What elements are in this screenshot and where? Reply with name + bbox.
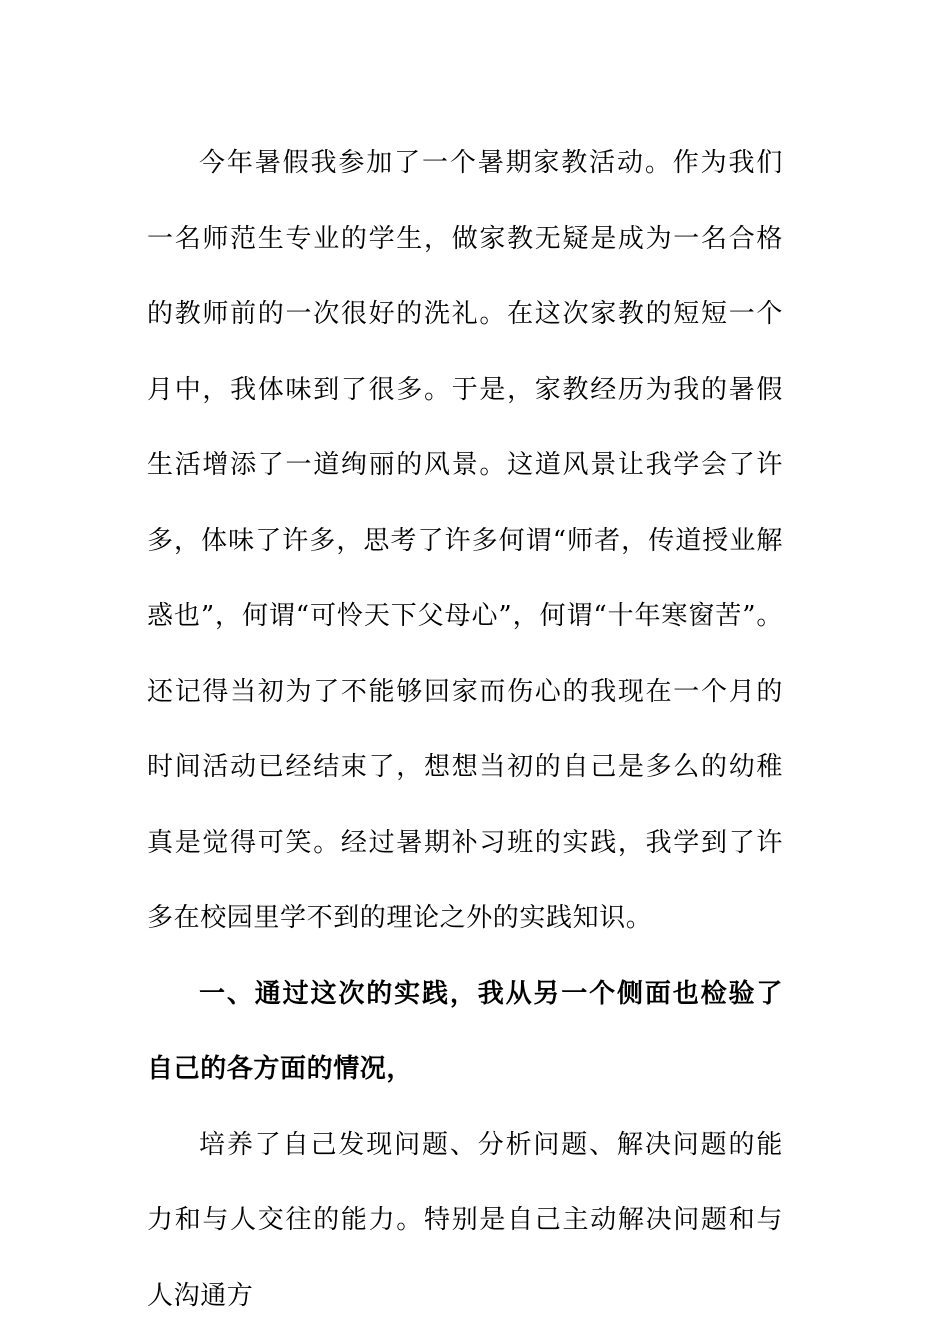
document-page (147, 126, 783, 1334)
body-paragraph-intro: 今年暑假我参加了一个暑期家教活动。作为我们一名师范生专业的学生，做家教无疑是成为一名合格的教师前的一次很好的洗礼。在这次家教的短短一个月中，我体味到了很多。于是，家教经历为我的暑假生活增添了一道绚丽的风景。这道风景让我学会了许多，体味了许多，思考了许多何谓“师者，传道授业解惑也”，何谓“可怜天下父母心”，何谓“十年寒窗苦”。还记得当初为了不能够回家而伤心的我现在一个月的时间活动已经结束了，想想当初的自己是多么的幼稚真是觉得可笑。经过暑期补习班的实践，我学到了许多在校园里学不到的理论之外的实践知识。 (147, 148, 783, 933)
section-heading-1: 一、通过这次的实践，我从另一个侧面也检验了自己的各方面的情况， (147, 978, 783, 1084)
body-paragraph-section-1: 培养了自己发现问题、分析问题、解决问题的能力和与人交往的能力。特别是自己主动解决问题和与人沟通方 (147, 1129, 783, 1311)
